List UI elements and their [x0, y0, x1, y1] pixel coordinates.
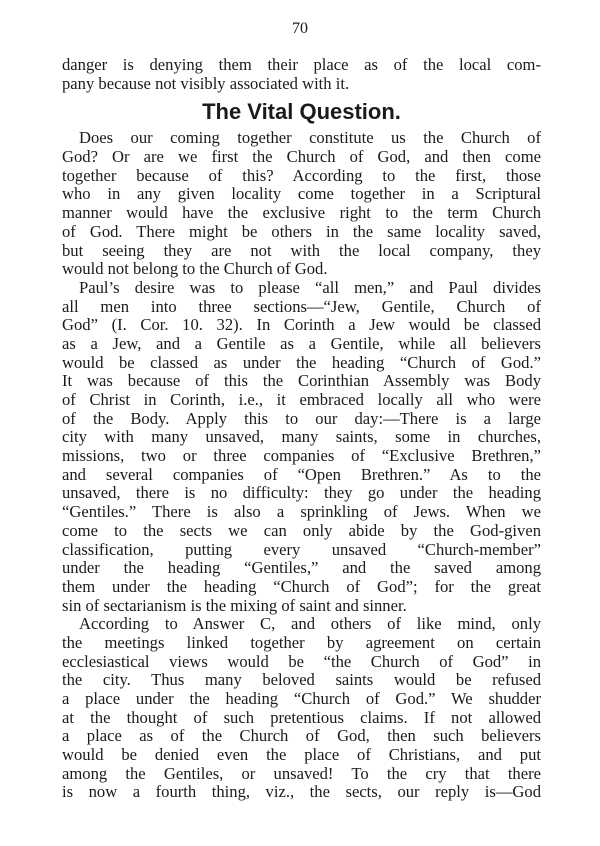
text-line: danger is denying them their place as of the local com- [62, 55, 541, 74]
text-line: who in any given locality come together in a Scriptural [62, 184, 541, 204]
text-line: According to Answer C, and others of like mind, only [79, 614, 541, 634]
text-line: them under the heading “Church of God”; for the great [62, 576, 541, 596]
page-number: 70 [292, 20, 308, 37]
text-line: God? Or are we first the Church of God, and then come [62, 147, 541, 167]
section-heading: The Vital Question. [202, 99, 401, 125]
text-line: pany because not visibly associated with it. [62, 73, 350, 93]
text-line: classification, putting every unsaved “Church-member” [62, 539, 541, 559]
text-line: the city. Thus many beloved saints would be refused [62, 670, 541, 690]
text-line: would be denied even the place of Christians, and put [62, 745, 541, 765]
text-line: the meetings linked together by agreement on certain [62, 632, 541, 652]
text-line: would not belong to the Church of God. [62, 259, 328, 279]
text-line: would be classed as under the heading “Church of God.” [62, 352, 541, 372]
text-line: but seeing they are not with the local company, they [62, 240, 541, 260]
text-line: unsaved, there is no difficulty: they go under the heading [62, 483, 541, 503]
text-line: God” (I. Cor. 10. 32). In Corinth a Jew would be classed [62, 315, 541, 335]
text-line: It was because of this the Corinthian Assembly was Body [62, 371, 541, 391]
text-line: city with many unsaved, many saints, some in churches, [62, 427, 541, 447]
text-line: manner would have the exclusive right to the term Church [62, 203, 541, 223]
text-line: all men into three sections—“Jew, Gentile, Church of [62, 296, 541, 316]
paragraph [62, 129, 541, 279]
text-line: Paul’s desire was to please “all men,” and Paul divides [79, 277, 541, 297]
text-line: of God. There might be others in the same locality saved, [62, 221, 541, 241]
text-line: ecclesiastical views would be “the Church of God” in [62, 651, 541, 671]
text-line: of Christ in Corinth, i.e., it embraced locally all who were [62, 390, 541, 409]
text-line: a place under the heading “Church of God.” We shudder [62, 689, 541, 708]
text-line: at the thought of such pretentious claims. If not allowed [62, 707, 541, 727]
text-line: among the Gentiles, or unsaved! To the cry that there [62, 763, 541, 783]
text-line: “Gentiles.” There is also a sprinkling of Jews. When we [62, 502, 541, 522]
text-line: come to the sects we can only abide by the God-given [62, 520, 541, 540]
text-line: of the Body. Apply this to our day:—There is a large [62, 408, 541, 428]
text-line: Does our coming together constitute us the Church of [79, 128, 541, 148]
page-body [62, 56, 541, 802]
text-line: under the heading “Gentiles,” and the saved among [62, 558, 541, 578]
paragraph [62, 615, 541, 802]
text-line: a place as of the Church of God, then such believers [62, 726, 541, 746]
text-line: and several companies of “Open Brethren.” As to the [62, 464, 541, 484]
paragraph [62, 279, 541, 615]
text-line: together because of this? According to the first, those [62, 165, 541, 185]
text-line: as a Jew, and a Gentile as a Gentile, while all believers [62, 333, 541, 353]
paragraph [62, 56, 541, 93]
text-line: sin of sectarianism is the mixing of saint and sinner. [62, 595, 407, 615]
text-line: is now a fourth thing, viz., the sects, our reply is—God [62, 782, 541, 802]
text-line: missions, two or three companies of “Exclusive Brethren,” [62, 446, 541, 466]
